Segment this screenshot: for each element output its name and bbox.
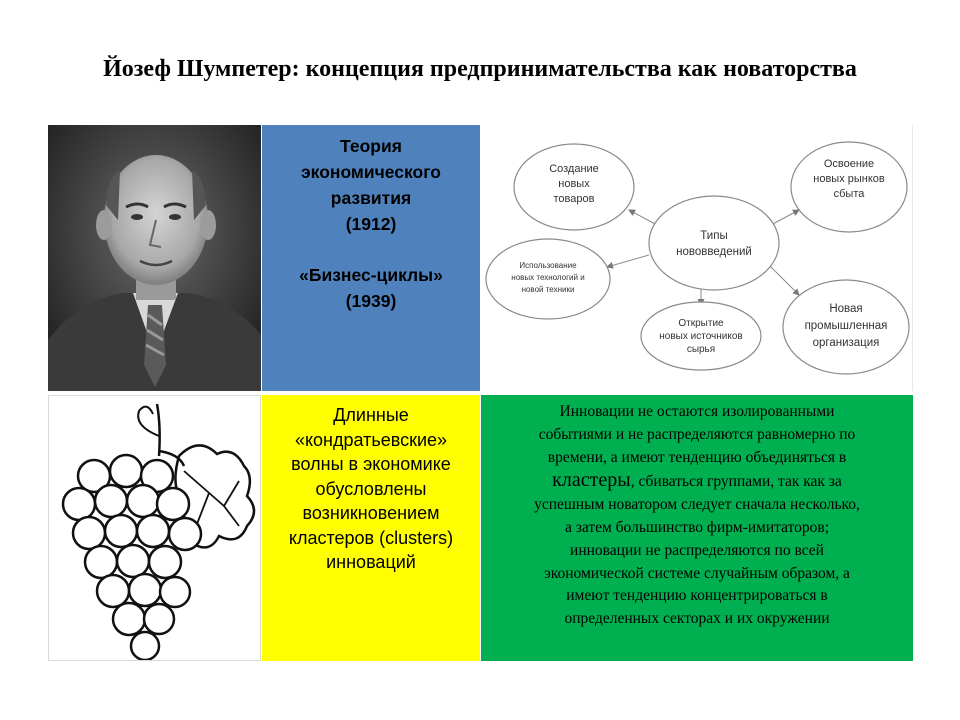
- node-label: новой техники: [521, 285, 575, 294]
- center-label: Типы: [700, 230, 728, 242]
- clusters-line: [489, 469, 905, 494]
- svg-text:сбыта: [834, 188, 866, 200]
- svg-text:Типы: [700, 230, 727, 242]
- clusters-keyword: кластеры: [552, 469, 631, 492]
- node-label: товаров: [553, 193, 595, 205]
- node-label: Использование: [519, 261, 577, 270]
- grapes-illustration: [48, 395, 261, 661]
- svg-text:новых технологий и: [511, 273, 584, 282]
- clusters-line: времени, а имеют тенденцию объединяться в: [547, 448, 847, 466]
- svg-text:Освоение: [824, 158, 874, 170]
- clusters-line: экономической системе случайным образом, а: [544, 564, 850, 582]
- svg-text:промышленная: [805, 320, 888, 332]
- diagram-arrow: [607, 255, 649, 267]
- waves-box: [262, 395, 480, 661]
- node-label: организация: [812, 337, 880, 349]
- svg-text:новой техники: [522, 285, 575, 294]
- clusters-line: Инновации не остаются изолированными: [559, 403, 835, 420]
- node-label: новых рынков: [813, 173, 885, 185]
- waves-line: обусловлены: [315, 478, 427, 499]
- node-label: новых технологий и: [511, 273, 585, 282]
- clusters-line: инновации не распределяются по всей: [570, 541, 824, 559]
- waves-line: волны в экономике: [291, 454, 451, 474]
- clusters-line: событиями и не распределяются равномерно по: [538, 425, 856, 443]
- svg-text:Создание: [549, 163, 599, 175]
- node-label: Освоение: [823, 158, 875, 170]
- waves-line: возникновением: [302, 503, 440, 523]
- node-new-markets: [791, 142, 907, 232]
- waves-line: Длинные: [333, 405, 409, 425]
- waves-line: инноваций: [326, 552, 416, 572]
- node-label: новых источников: [659, 331, 743, 342]
- clusters-line: определенных секторах и их окружении: [564, 610, 830, 628]
- clusters-line: а затем большинство фирм-имитаторов;: [564, 518, 830, 536]
- svg-text:организация: [813, 337, 880, 349]
- innovation-types-diagram: [481, 125, 913, 391]
- svg-text:Открытие: [678, 318, 724, 329]
- works-line: Теория: [340, 136, 402, 156]
- svg-text:Использование: [519, 261, 577, 270]
- waves-line: кластеров (clusters): [288, 527, 454, 548]
- grapes-icon: [49, 396, 261, 661]
- waves-line: «кондратьевские»: [294, 429, 448, 450]
- svg-text:сырья: [687, 344, 715, 355]
- node-label: сырья: [686, 344, 716, 355]
- works-box: [262, 125, 480, 391]
- clusters-line-rest: , сбиваться группами, так как за: [630, 473, 842, 491]
- node-label: промышленная: [804, 320, 888, 332]
- node-label: новых: [558, 178, 590, 190]
- svg-text:товаров: [554, 193, 595, 205]
- node-label: Создание: [549, 163, 599, 175]
- portrait-photo: [48, 125, 261, 391]
- svg-text:новых источников: [659, 331, 742, 342]
- works-line: (1939): [345, 291, 397, 311]
- works-line: развития: [330, 188, 412, 208]
- clusters-line: имеют тенденцию концентрироваться в: [566, 587, 828, 605]
- center-label: нововведений: [676, 246, 752, 258]
- works-line: «Бизнес-циклы»: [299, 265, 443, 285]
- works-line: (1912): [345, 214, 397, 234]
- svg-text:нововведений: [676, 246, 752, 258]
- node-label: Открытие: [678, 318, 724, 329]
- svg-text:новых рынков: [813, 173, 885, 185]
- works-line: экономического: [301, 162, 441, 182]
- clusters-line: успешным новатором следует сначала несколько,: [534, 496, 860, 514]
- slide-title: Йозеф Шумпетер: концепция предпринимательства как новаторства: [103, 56, 857, 82]
- diagram-arrow: [769, 265, 799, 295]
- diagram-arrow: [629, 210, 657, 225]
- center-node: [649, 196, 779, 290]
- diagram-arrow: [771, 210, 799, 225]
- node-label: Новая: [829, 303, 863, 315]
- svg-text:Новая: [829, 303, 862, 315]
- svg-text:новых: [558, 178, 590, 190]
- clusters-box: [481, 395, 913, 661]
- node-label: сбыта: [833, 188, 865, 200]
